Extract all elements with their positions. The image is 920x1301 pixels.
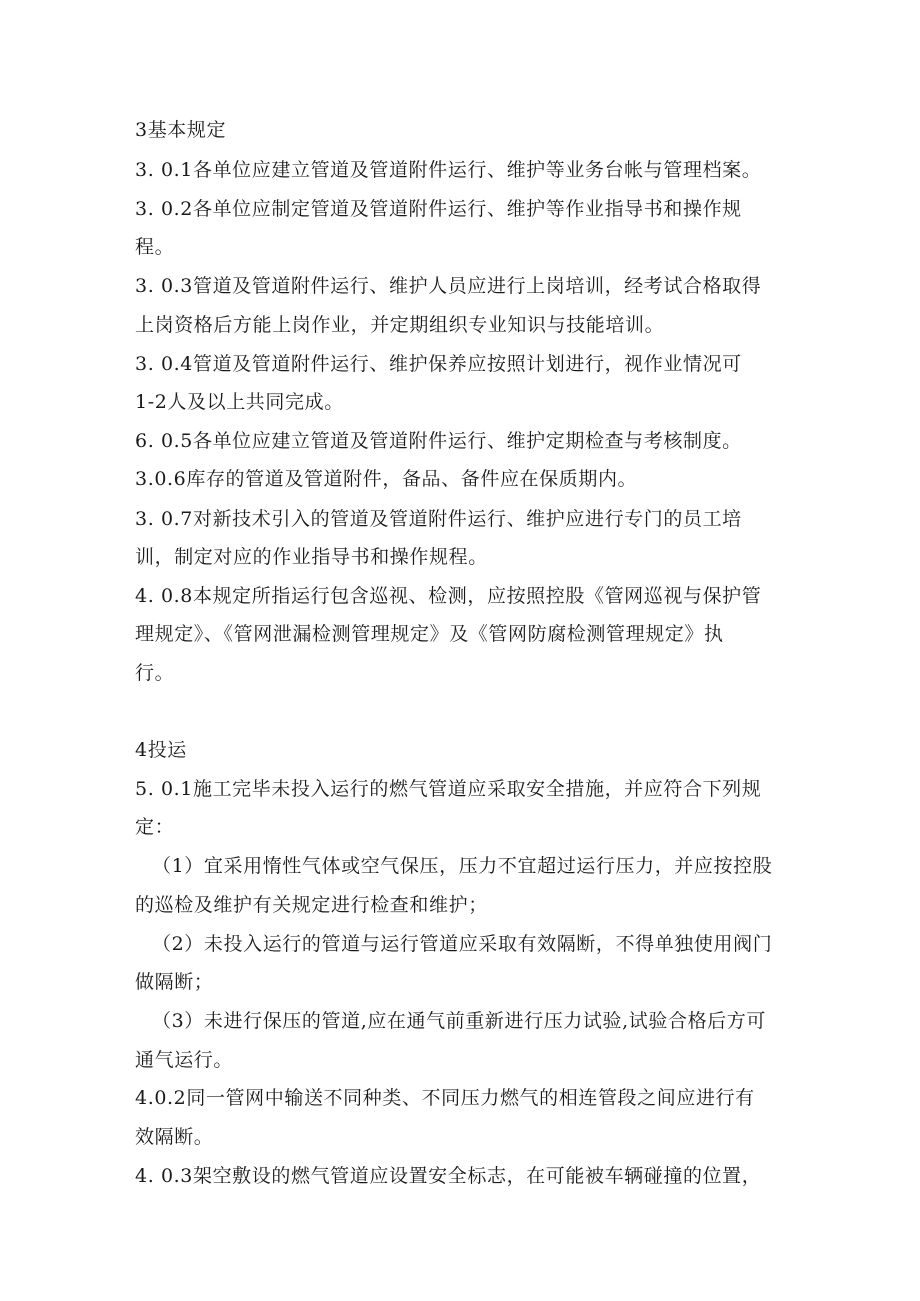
clause-6-0-5: 6. 0.5各单位应建立管道及管道附件运行、维护定期检查与考核制度。 (135, 430, 742, 452)
clause-3-0-7-cont: 训，制定对应的作业指导书和操作规程。 (135, 546, 488, 568)
clause-4-0-8-cont-1: 理规定》、《管网泄漏检测管理规定》及《管网防腐检测管理规定》执 (135, 623, 724, 645)
clause-4-0-8-cont-2: 行。 (135, 662, 175, 684)
item-1: （1）宜采用惰性气体或空气保压，压力不宜超过运行压力，并应按控股 (152, 855, 773, 877)
clause-3-0-4: 3. 0.4管道及管道附件运行、维护保养应按照计划进行，视作业情况可 (135, 353, 742, 375)
item-2: （2）未投入运行的管道与运行管道应采取有效隔断，不得单独使用阀门 (152, 933, 773, 955)
clause-3-0-2-cont: 程。 (135, 236, 175, 258)
item-3: （3）未进行保压的管道,应在通气前重新进行压力试验,试验合格后方可 (152, 1010, 766, 1032)
clause-4-0-8: 4. 0.8本规定所指运行包含巡视、检测，应按照控股《管网巡视与保护管 (135, 585, 762, 607)
clause-3-0-2: 3. 0.2各单位应制定管道及管道附件运行、维护等作业指导书和操作规 (135, 198, 742, 220)
item-2-cont: 做隔断； (135, 971, 214, 993)
clause-4-0-3: 4. 0.3架空敷设的燃气管道应设置安全标志，在可能被车辆碰撞的位置， (135, 1165, 762, 1187)
section-4-heading: 4投运 (135, 739, 187, 761)
clause-5-0-1: 5. 0.1施工完毕未投入运行的燃气管道应采取安全措施，并应符合下列规 (135, 778, 762, 800)
clause-3-0-3: 3. 0.3管道及管道附件运行、维护人员应进行上岗培训，经考试合格取得 (135, 275, 762, 297)
clause-3-0-7: 3. 0.7对新技术引入的管道及管道附件运行、维护应进行专门的员工培 (135, 508, 742, 530)
item-3-cont: 通气运行。 (135, 1049, 234, 1071)
clause-3-0-1: 3. 0.1各单位应建立管道及管道附件运行、维护等业务台帐与管理档案。 (135, 159, 762, 181)
item-1-cont: 的巡检及维护有关规定进行检查和维护； (135, 894, 488, 916)
clause-3-0-4-cont: 1-2人及以上共同完成。 (135, 391, 344, 413)
clause-4-0-2: 4.0.2同一管网中输送不同种类、不同压力燃气的相连管段之间应进行有 (135, 1087, 755, 1109)
clause-3-0-3-cont: 上岗资格后方能上岗作业，并定期组织专业知识与技能培训。 (135, 314, 665, 336)
clause-5-0-1-cont: 定： (135, 816, 175, 838)
clause-3-0-6: 3.0.6库存的管道及管道附件，备品、备件应在保质期内。 (135, 468, 638, 490)
section-3-heading: 3基本规定 (135, 119, 227, 141)
clause-4-0-2-cont: 效隔断。 (135, 1126, 214, 1148)
